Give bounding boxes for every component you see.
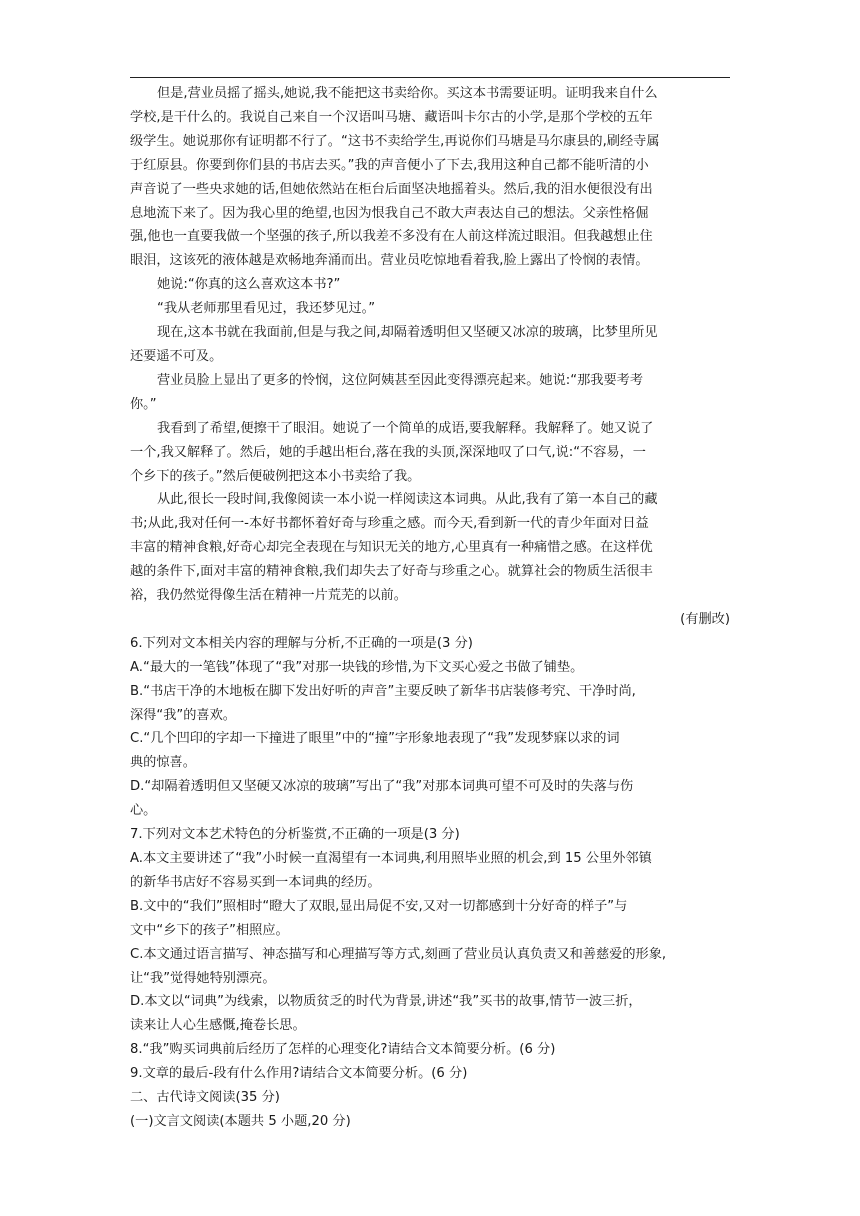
answer-option: B.文中的“我们”照相时“瞪大了双眼,显出局促不安,又对一切都感到十分好奇的样子”与 xyxy=(130,898,628,914)
answer-option: 典的惊喜。 xyxy=(130,755,196,771)
paragraph-line: 营业员脸上显出了更多的怜悯，这位阿姨甚至因此变得漂亮起来。她说:“那我要考考 xyxy=(157,372,644,388)
question-title: 6.下列对文本相关内容的理解与分析,不正确的一项是(3 分) xyxy=(130,635,473,651)
answer-option: C.“几个凹印的字却一下撞进了眼里”中的“撞”字形象地表现了“我”发现梦寐以求的词 xyxy=(130,731,620,747)
paragraph-line: 还要遥不可及。 xyxy=(130,348,223,364)
paragraph-line: “我从老师那里看见过，我还梦见过。” xyxy=(157,301,376,317)
answer-option: 的新华书店好不容易买到一本词典的经历。 xyxy=(130,874,381,890)
paragraph-line: 我看到了希望,便擦干了眼泪。她说了一个简单的成语,要我解释。我解释了。她又说了 xyxy=(157,420,654,436)
section-subheading: (一)文言文阅读(本题共 5 小题,20 分) xyxy=(130,1113,351,1129)
paragraph-line: 她说:“你真的这么喜欢这本书?” xyxy=(157,277,341,293)
paragraph-line: 但是,营业员摇了摇头,她说,我不能把这书卖给你。买这本书需要证明。证明我来自什么 xyxy=(157,86,658,101)
answer-option: 文中“乡下的孩子”相照应。 xyxy=(130,922,289,938)
paragraph-line: 声音说了一些央求她的话,但她依然站在柜台后面坚决地摇着头。然后,我的泪水便很没有出 xyxy=(130,181,653,197)
answer-option: 心。 xyxy=(130,803,157,819)
paragraph-line: 于红原县。你要到你们县的书店去买。”我的声音便小了下去,我用这种自己都不能听清的小 xyxy=(130,157,649,173)
answer-option: C.本文通过语言描写、神态描写和心理描写等方式,刻画了营业员认真负责又和善慈爱的形象, xyxy=(130,946,667,962)
paragraph-line: 从此,很长一段时间,我像阅读一本小说一样阅读这本词典。从此,我有了第一本自己的藏 xyxy=(157,492,658,508)
question-title: 8.“我”购买词典前后经历了怎样的心理变化?请结合文本简要分析。(6 分) xyxy=(130,1042,556,1058)
answer-option: A.“最大的一笔钱”体现了“我”对那一块钱的珍惜,为下文买心爱之书做了铺垫。 xyxy=(130,659,584,675)
paragraph-line: 丰富的精神食粮,好奇心却完全表现在与知识无关的地方,心里真有一种痛惜之感。在这样优 xyxy=(130,540,653,556)
paragraph-line: 现在,这本书就在我面前,但是与我之间,却隔着透明但又坚硬又冰凉的玻璃，比梦里所见 xyxy=(157,325,658,341)
answer-option: 读来让人心生感慨,掩卷长思。 xyxy=(130,1018,306,1034)
paragraph-line: 越的条件下,面对丰富的精神食粮,我们却失去了好奇与珍重之心。就算社会的物质生活很丰 xyxy=(130,564,653,580)
paragraph-line: 一个,我又解释了。然后，她的手越出柜台,落在我的头顶,深深地叹了口气,说:“不容易，一 xyxy=(130,444,646,460)
answer-option: A.本文主要讲述了“我”小时候一直渴望有一本词典,利用照毕业照的机会,到 15 公里外邻镇 xyxy=(130,851,652,866)
answer-option: 让“我”觉得她特别漂亮。 xyxy=(130,970,276,986)
paragraph-line: 强,他也一直要我做一个坚强的孩子,所以我差不多没有在人前这样流过眼泪。但我越想止住 xyxy=(130,229,653,245)
answer-option: D.“却隔着透明但又坚硬又冰凉的玻璃”写出了“我”对那本词典可望不可及时的失落与伤 xyxy=(130,779,634,795)
section-heading: 二、古代诗文阅读(35 分) xyxy=(130,1090,280,1106)
paragraph-line: 息地流下来了。因为我心里的绝望,也因为恨我自己不敢大声表达自己的想法。父亲性格倔 xyxy=(130,205,649,221)
paragraph-line: 学校,是干什么的。我说自己来自一个汉语叫马塘、藏语叫卡尔古的小学,是那个学校的五年 xyxy=(130,109,653,125)
paragraph-line: 你。” xyxy=(130,396,157,412)
paragraph-line: 个乡下的孩子。”然后便破例把这本小书卖给了我。 xyxy=(130,468,421,484)
answer-option: B.“书店干净的木地板在脚下发出好听的声音”主要反映了新华书店装修考究、干净时尚, xyxy=(130,683,636,699)
paragraph-line: 眼泪，这该死的液体越是欢畅地奔涌而出。营业员吃惊地看着我,脸上露出了怜悯的表情。 xyxy=(130,253,649,269)
answer-option: D.本文以“词典”为线索，以物质贫乏的时代为背景,讲述“我”买书的故事,情节一波三折， xyxy=(130,994,642,1010)
header-rule xyxy=(130,77,730,78)
question-title: 7.下列对文本艺术特色的分析鉴赏,不正确的一项是(3 分) xyxy=(130,827,460,843)
question-title: 9.文章的最后-段有什么作用?请结合文本简要分析。(6 分) xyxy=(130,1066,468,1082)
document-body xyxy=(130,82,730,1134)
answer-option: 深得“我”的喜欢。 xyxy=(130,707,236,723)
paragraph-line: 裕，我仍然觉得像生活在精神一片荒芜的以前。 xyxy=(130,588,407,604)
paragraph-line: 级学生。她说那你有证明都不行了。“这书不卖给学生,再说你们马塘是马尔康县的,刷经寺属 xyxy=(130,133,660,149)
source-note: (有删改) xyxy=(680,611,730,627)
paragraph-line: 书;从此,我对任何一-本好书都怀着好奇与珍重之感。而今天,看到新一代的青少年面对日益 xyxy=(130,516,649,532)
